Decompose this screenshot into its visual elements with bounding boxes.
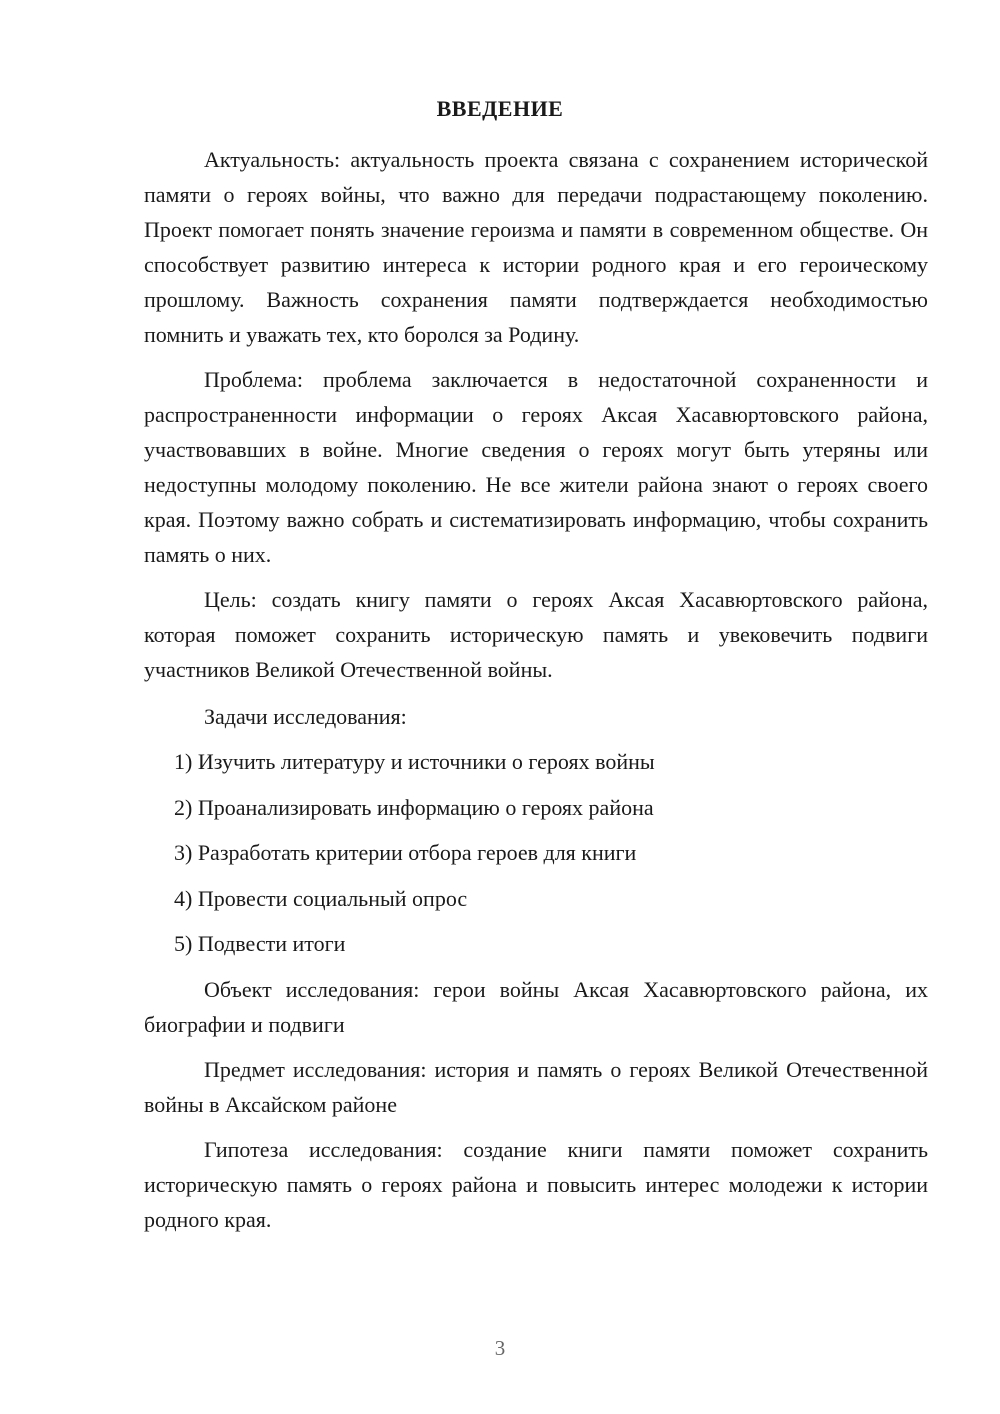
page-title: ВВЕДЕНИЕ: [436, 96, 564, 121]
page-number: 3: [494, 1336, 506, 1360]
document-body: [144, 142, 928, 1237]
goal-paragraph: Цель: создать книгу памяти о героях Аксая Хасавюртовского района, которая поможет сохранить историческую память и увековечить подвиги участников Великой Отечественной войны.: [144, 587, 928, 682]
problem-paragraph: Проблема: проблема заключается в недостаточной сохраненности и распространенности информации о героях Аксая Хасавюртовского района, участвовавших в войне. Многие сведения о героях могут быть утеряны или недоступны молодому поколению. Не все жители района знают о героях своего края. Поэтому важно собрать и систематизировать информацию, чтобы сохранить память о них.: [144, 367, 928, 567]
tasks-list: [144, 744, 928, 972]
tasks-heading: Задачи исследования:: [204, 704, 407, 729]
list-item: 4) Провести социальный опрос: [174, 885, 468, 911]
list-item: 1) Изучить литературу и источники о героях войны: [174, 749, 655, 774]
relevance-paragraph: Актуальность: актуальность проекта связана с сохранением исторической памяти о героях войны, что важно для передачи подрастающему поколению. Проект помогает понять значение героизма и памяти в современном обществе. Он способствует развитию интереса к истории родного края и его героическому прошлому. Важность сохранения памяти подтверждается необходимостью помнить и уважать тех, кто боролся за Родину.: [144, 147, 928, 347]
subject-paragraph: Предмет исследования: история и память о героях Великой Отечественной войны в Аксайском районе: [144, 1056, 928, 1117]
hypothesis-paragraph: Гипотеза исследования: создание книги памяти поможет сохранить историческую память о героях района и повысить интерес молодежи к истории родного края.: [144, 1136, 928, 1232]
list-item: 2) Проанализировать информацию о героях района: [174, 794, 654, 820]
list-item: 3) Разработать критерии отбора героев для книги: [174, 840, 637, 865]
list-item: 5) Подвести итоги: [174, 931, 346, 956]
object-paragraph: Объект исследования: герои войны Аксая Хасавюртовского района, их биографии и подвиги: [144, 976, 928, 1037]
